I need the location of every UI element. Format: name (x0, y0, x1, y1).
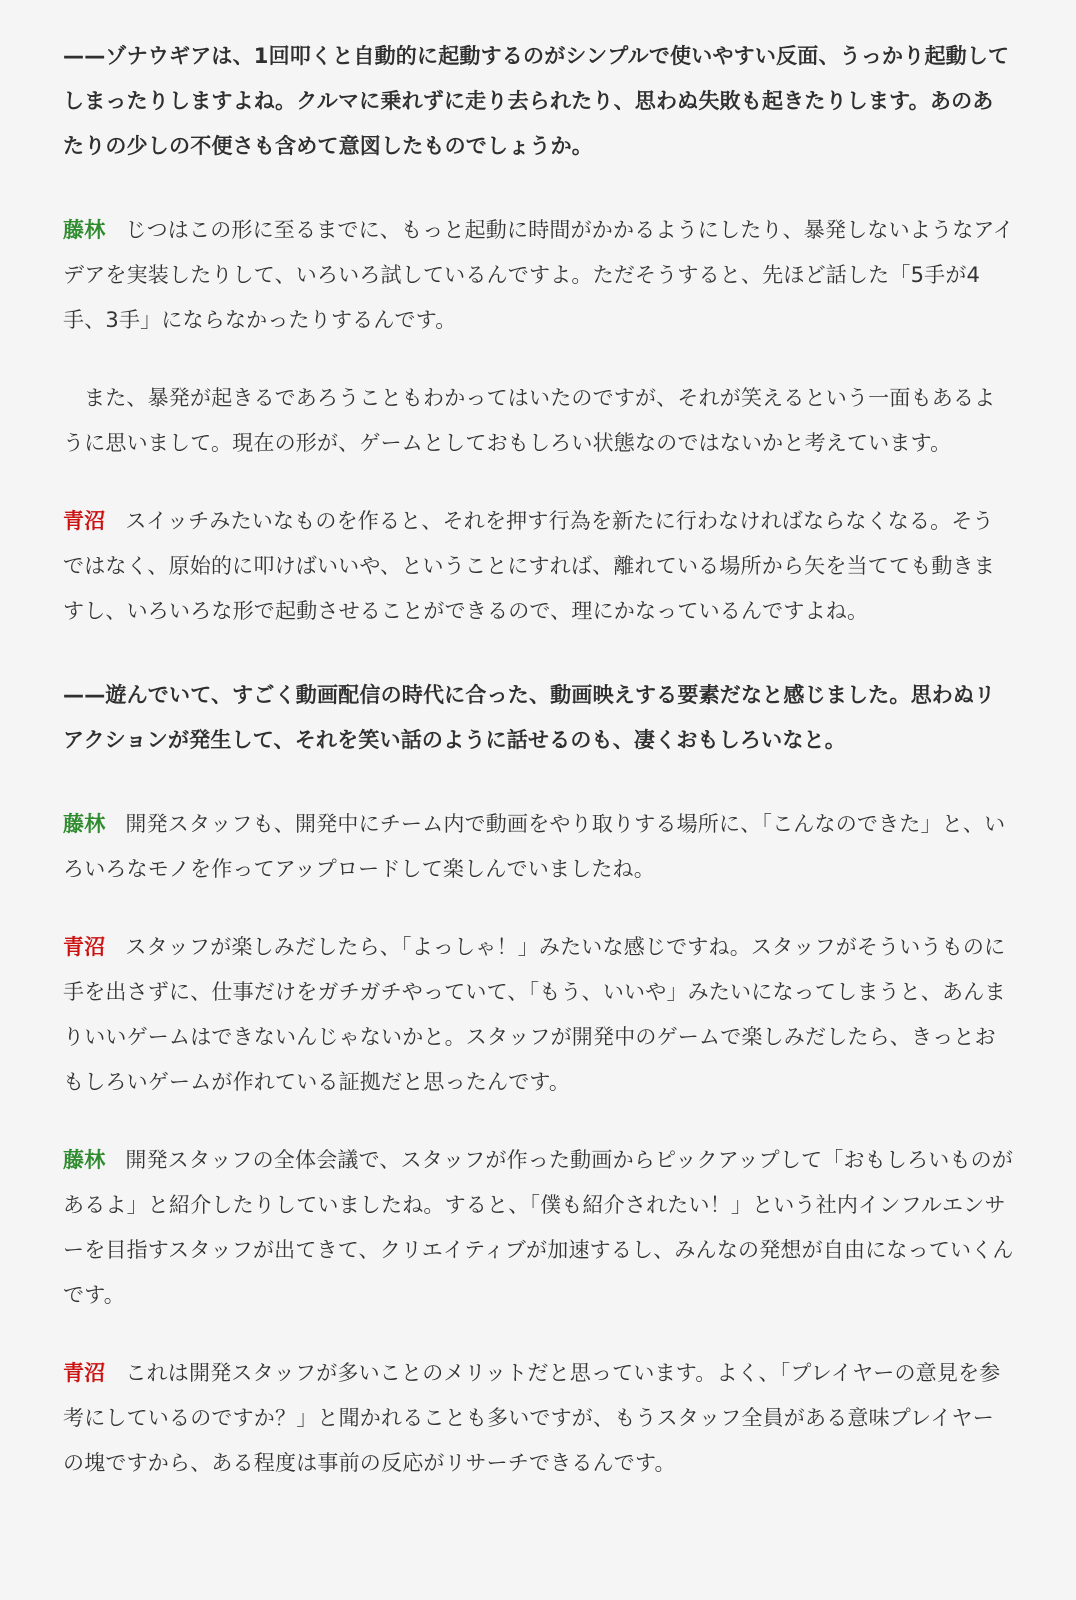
answer-paragraph (63, 1138, 1014, 1318)
interviewer-question: ——ゾナウギアは、1回叩くと自動的に起動するのがシンプルで使いやすい反面、うっかり起動してしまったりしますよね。クルマに乗れずに走り去られたり、思わぬ失敗も起きたりします。あのあたりの少しの不便さも含めて意図したものでしょうか。 (63, 44, 1010, 158)
answer-text: これは開発スタッフが多いことのメリットだと思っています。よく、「プレイヤーの意見を参考にしているのですか？」と聞かれることも多いですが、もうスタッフ全員がある意味プレイヤーの塊ですから、ある程度は事前の反応がリサーチできるんです。 (63, 1361, 1001, 1475)
speaker-label-aonuma: 青沼 (63, 1361, 106, 1385)
answer-text: じつはこの形に至るまでに、もっと起動に時間がかかるようにしたり、暴発しないようなアイデアを実装したりして、いろいろ試しているんですよ。ただそうすると、先ほど話した「5手が4手、3手」にならなかったりするんです。 (63, 218, 1014, 332)
answer-continuation-paragraph: また、暴発が起きるであろうこともわかってはいたのですが、それが笑えるという一面もあるように思いまして。現在の形が、ゲームとしておもしろい状態なのではないかと考えています。 (63, 386, 996, 455)
answer-text: 開発スタッフの全体会議で、スタッフが作った動画からピックアップして「おもしろいものがあるよ」と紹介したりしていましたね。すると、「僕も紹介されたい！」という社内インフルエンサーを目指すスタッフが出てきて、クリエイティブが加速するし、みんなの発想が自由になっていくんです。 (63, 1148, 1014, 1307)
speaker-label-fujibayashi: 藤林 (63, 1148, 106, 1172)
speaker-label-aonuma: 青沼 (63, 509, 106, 533)
answer-paragraph (63, 208, 1014, 343)
speaker-label-fujibayashi: 藤林 (63, 218, 106, 242)
answer-paragraph (63, 925, 1014, 1105)
answer-text: スタッフが楽しみだしたら、「よっしゃ！」みたいな感じですね。スタッフがそういうものに手を出さずに、仕事だけをガチガチやっていて、「もう、いいや」みたいになってしまうと、あんまりいいゲームはできないんじゃないかと。スタッフが開発中のゲームで楽しみだしたら、きっとおもしろいゲームが作れている証拠だと思ったんです。 (63, 935, 1006, 1094)
answer-text: スイッチみたいなものを作ると、それを押す行為を新たに行わなければならなくなる。そうではなく、原始的に叩けばいいや、ということにすれば、離れている場所から矢を当てても動きますし、いろいろな形で起動させることができるので、理にかなっているんですよね。 (63, 509, 995, 623)
speaker-label-fujibayashi: 藤林 (63, 812, 106, 836)
answer-paragraph (63, 499, 1014, 634)
answer-paragraph (63, 1351, 1014, 1486)
interviewer-question: ——遊んでいて、すごく動画配信の時代に合った、動画映えする要素だなと感じました。思わぬリアクションが発生して、それを笑い話のように話せるのも、凄くおもしろいなと。 (63, 683, 996, 752)
speaker-label-aonuma: 青沼 (63, 935, 106, 959)
answer-text: 開発スタッフも、開発中にチーム内で動画をやり取りする場所に、「こんなのできた」と、いろいろなモノを作ってアップロードして楽しんでいましたね。 (63, 812, 1006, 881)
answer-paragraph (63, 802, 1014, 892)
